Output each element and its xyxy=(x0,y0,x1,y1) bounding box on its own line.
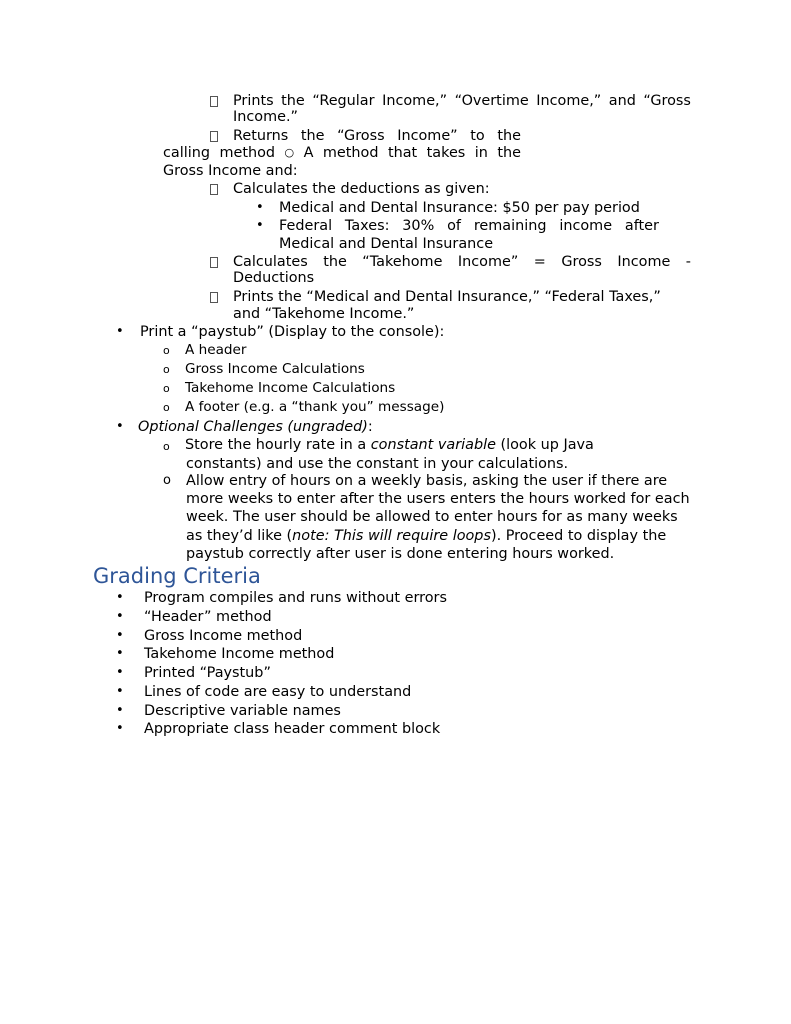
bullet-icon: • xyxy=(116,419,124,434)
grading-criteria-heading: Grading Criteria xyxy=(93,564,261,588)
federal-line: Federal Taxes: 30% of remaining income after xyxy=(279,218,659,234)
bullet-icon: • xyxy=(116,703,124,718)
optional-item-1-cont: constants) and use the constant in your calculations. xyxy=(186,456,569,472)
square-bullet-icon xyxy=(210,96,218,107)
grading-item: Takehome Income method xyxy=(144,646,335,662)
circle-bullet-icon: o xyxy=(163,401,170,414)
grading-item: Printed “Paystub” xyxy=(144,665,271,681)
bullet-icon: • xyxy=(116,590,124,605)
square-bullet-icon xyxy=(210,184,218,195)
bullet-icon: • xyxy=(256,200,264,215)
square-bullet-icon xyxy=(210,292,218,303)
circle-bullet-icon: o xyxy=(163,473,171,488)
optional-item-1: Store the hourly rate in a constant variable (look up Java xyxy=(185,437,594,453)
paystub-item: Gross Income Calculations xyxy=(185,361,365,377)
circle-bullet-icon: o xyxy=(163,382,170,395)
prints-deductions-line: Prints the “Medical and Dental Insurance,” “Federal Taxes,” xyxy=(233,289,661,305)
square-bullet-icon xyxy=(210,131,218,142)
bullet-icon: • xyxy=(116,646,124,661)
grading-item: Program compiles and runs without errors xyxy=(144,590,447,606)
bullet-icon: • xyxy=(116,609,124,624)
paystub-item: Takehome Income Calculations xyxy=(185,380,396,396)
grading-item: Gross Income method xyxy=(144,628,303,644)
grading-item: Lines of code are easy to understand xyxy=(144,684,412,700)
optional-item-2: Allow entry of hours on a weekly basis, asking the user if there are xyxy=(186,473,668,489)
calling-method-line: calling method ○ A method that takes in the xyxy=(163,145,521,161)
optional-title: Optional Challenges (ungraded): xyxy=(138,419,373,435)
calc-takehome-line: Calculates the “Takehome Income” = Gross Income - xyxy=(233,254,691,270)
grading-item: Descriptive variable names xyxy=(144,703,341,719)
grading-item: Appropriate class header comment block xyxy=(144,721,441,737)
circle-bullet-icon: o xyxy=(163,344,170,357)
optional-item-2-cont: more weeks to enter after the users enters the hours worked for each xyxy=(186,491,690,507)
prints-deductions-cont: and “Takehome Income.” xyxy=(233,306,415,322)
bullet-icon: • xyxy=(116,684,124,699)
optional-item-2-cont: paystub correctly after user is done entering hours worked. xyxy=(186,546,615,562)
federal-cont: Medical and Dental Insurance xyxy=(279,236,494,252)
bullet-icon: • xyxy=(116,665,124,680)
bullet-icon: • xyxy=(256,218,264,233)
returns-line: Returns the “Gross Income” to the xyxy=(233,128,521,144)
calc-takehome-cont: Deductions xyxy=(233,270,315,286)
medical-line: Medical and Dental Insurance: $50 per pay period xyxy=(279,200,640,216)
calc-deductions-line: Calculates the deductions as given: xyxy=(233,181,490,197)
gross-income-and: Gross Income and: xyxy=(163,163,298,179)
bullet-icon: • xyxy=(116,628,124,643)
circle-bullet-icon: o xyxy=(163,440,170,453)
bullet-icon: • xyxy=(116,721,124,736)
prints-gross-cont: Income.” xyxy=(233,109,298,125)
paystub-item: A footer (e.g. a “thank you” message) xyxy=(185,399,445,415)
square-bullet-icon xyxy=(210,257,218,268)
circle-bullet-icon: o xyxy=(163,363,170,376)
bullet-icon: • xyxy=(116,324,124,339)
paystub-title: Print a “paystub” (Display to the console): xyxy=(140,324,445,340)
optional-item-2-cont: as they’d like (note: This will require loops). Proceed to display the xyxy=(186,528,667,544)
prints-gross-line: Prints the “Regular Income,” “Overtime Income,” and “Gross xyxy=(233,93,691,109)
paystub-item: A header xyxy=(185,342,247,358)
grading-item: “Header” method xyxy=(144,609,272,625)
optional-item-2-cont: week. The user should be allowed to enter hours for as many weeks xyxy=(186,509,678,525)
